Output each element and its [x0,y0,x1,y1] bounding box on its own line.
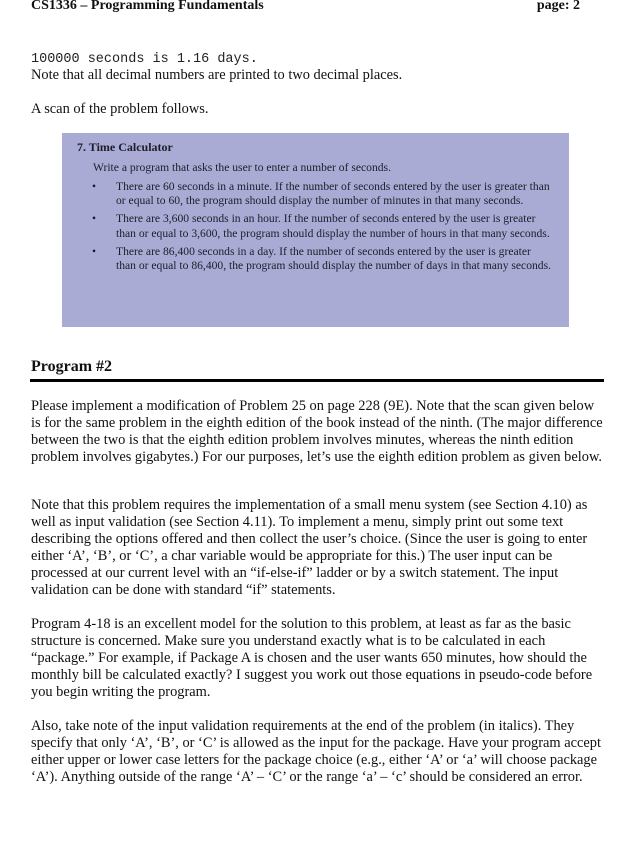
paragraph-1: Please implement a modification of Problem 25 on page 228 (9E). Note that the scan given below is for the same problem in the eighth edition of the book instead of the ninth. (The major difference between the two is that the eighth edition problem involves minutes, whereas the ninth edition problem involves gigabytes.) For our purposes, let’s use the eighth edition problem as given below. [31,398,603,465]
scan-problem-intro: Write a program that asks the user to enter a number of seconds. [93,161,391,174]
bullet-text: There are 3,600 seconds in an hour. If the number of seconds entered by the user is greater than or equal to 3,600, the program should display the number of hours in that many seconds. [116,212,550,240]
sample-output-line: 100000 seconds is 1.16 days. [31,52,258,67]
bullet-text: There are 86,400 seconds in a day. If the number of seconds entered by the user is greater than or equal to 86,400, the program should display the number of days in that many seconds. [116,244,552,273]
scan-intro: A scan of the problem follows. [31,101,209,117]
section-divider [30,379,604,382]
page-number: page: 2 [536,0,580,13]
list-item [92,212,552,240]
section-title: Program #2 [31,358,113,375]
scan-bullet-list [92,180,552,277]
bullet-text: There are 60 seconds in a minute. If the number of seconds entered by the user is greater than or equal to 60, the program should display the number of minutes in that many seconds. [116,180,550,208]
paragraph-4: Also, take note of the input validation requirements at the end of the problem (in italics). They specify that only ‘A’, ‘B’, or ‘C’ is allowed as the input for the package. Have your program accept either upper or lower case letters for the package choice (e.g., either ‘A’ or ‘a’ will choose package ‘A’). Anything outside of the range ‘A’ – ‘C’ or the range ‘a’ – ‘c’ should be considered an error. [31,718,601,785]
problem-scan [62,133,569,327]
list-item [92,180,552,208]
list-item [92,245,552,273]
bullet-icon: • [92,180,97,193]
course-title: CS1336 – Programming Fundamentals [31,0,264,13]
paragraph-2: Note that this problem requires the implementation of a small menu system (see Section 4.10) as well as input validation (see Section 4.11). To implement a menu, simply print out some text describing the options offered and then collect the user’s choice. (Since the user is going to enter either ‘A’, ‘B’, or ‘C’, a char variable would be appropriate for this.) The user input can be processed at our current level with an “if-else-if” ladder or by a switch statement. The input validation can be done with standard “if” statements. [31,497,588,598]
decimal-note: Note that all decimal numbers are printed to two decimal places. [31,67,403,83]
page-header [31,0,580,22]
scan-problem-title: 7. Time Calculator [77,140,173,154]
bullet-icon: • [92,212,97,226]
paragraph-3: Program 4-18 is an excellent model for the solution to this problem, at least as far as the basic structure is concerned. Make sure you understand exactly what is to be calculated in each “package.” For example, if Package A is chosen and the user wants 650 minutes, how should the monthly bill be calculated exactly? I suggest you work out those equations in pseudo-code before you begin writing the program. [31,616,593,700]
bullet-icon: • [92,244,97,258]
